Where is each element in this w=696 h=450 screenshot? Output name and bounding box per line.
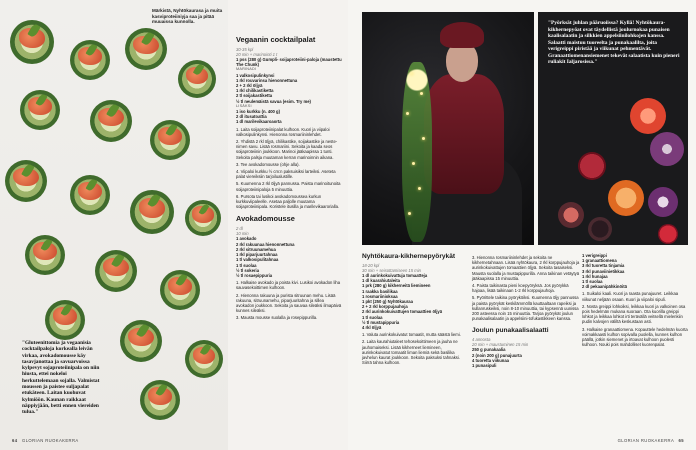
ingredient: 1 pss (280 g) Gumpli- soijaproteiini-paloja (maustettu The Chunk) [236, 57, 342, 68]
recipe-column [362, 253, 470, 365]
instruction-step: 2. Nosta greippi lohkoiksi, leikkaa kuori ja valkoinen osa pois hedelmän mukana suoraan. Ota kuorilla greippi lohkot ja leikkaa lohkot irti terävällä veitsellä mielenkiin pudin kalvojen väliltä keskustaan asti. [582, 303, 686, 325]
ingredient: 1 valkosipulinkynsi [236, 72, 275, 78]
canape [70, 40, 110, 80]
ingredient: ½ tl rosaepippuria [236, 272, 273, 278]
pull-quote: "Pyörksät juhlan pääruoiissa? Kyllä! Nyhtökaura-kikhernepyöat ovat täydellistä joulurnokaa punaisen kaalisalaatin ja silkkien appelsiinilohkojen kanssa. Salaatti maistuu tuoreelta ja punakaalilta, joita verigreippi piristää ja viikunat pehmentävät. Granaattiomenansiemenet tekevät salaatista kuin pieneri ruliakit Ialjarosissa." [548, 20, 680, 65]
instruction-step: 4. Viipaloi kurkku ½ cm:n paksuisiksi larteiksi. Aseteta palat viereiksiin tarjoilualustille. [236, 169, 336, 180]
beetroot [588, 217, 612, 241]
recipe-title: Joulun punakaalisalaatti [472, 327, 549, 335]
recipe-column-left [236, 36, 342, 321]
canape [20, 90, 60, 130]
ingredient: 1 rkl hunajaa [582, 273, 608, 279]
instruction-step: 4. Paista taikinasta pieni koepyöryksä. Jos pyörykkä hajoaa, lisää taikinaan 1-2 rkl korppujauhoja. [472, 283, 569, 294]
instruction-step: 6. Pursota tai lusikoi avokadomoussea kurkun kurkkuviipaleelle. Asetaa paljolle muutama soijaproteiinipala. Koristele itusilla ja marilevikaarorialla. [236, 193, 340, 210]
ingredient: 1 raakka basilikaa [362, 288, 398, 294]
light [412, 162, 415, 165]
ingredient: 2 rkl sitruunamehua [236, 246, 276, 252]
page-footer [618, 438, 684, 443]
hat [440, 22, 484, 48]
ingredient: 2 dl pekaanipähkinöitä [582, 284, 627, 290]
ingredient: 1 dl marilevikaaroaorta [236, 119, 282, 125]
recipe-column [472, 253, 580, 368]
recipe-yield: 18-20 kpl [362, 262, 380, 268]
canape [25, 235, 65, 275]
fig [558, 202, 584, 228]
canape [125, 28, 167, 70]
ingredient: ½ tl neulemäistä savua (esim. Try me) [236, 98, 311, 104]
publication-name: GLORIAN RUOKAKERRA [22, 438, 79, 443]
ingredient: 2 rkl rakuunaa hienonnettuna [236, 241, 295, 247]
recipe-yield: 2 dl [236, 226, 243, 232]
ingredient: 1 verigreippi [582, 253, 607, 258]
red-cabbage [648, 187, 678, 217]
instruction-step: 3. Hienonna rosmariininlehdet ja sekoita ne kikhernetahnaan. Lisää nyhtökaura, 2 rkl korppujauhoja ja aurinkokuivattujen tomaattien öljyä. Sekoita tasaiseksi. Mausta suolalla ja mustapippurilla. Anna taikinan vetäytyä jääkaapissa 15 minuuttia. [472, 255, 580, 281]
red-cabbage [650, 132, 684, 166]
ingredient: 1 avokado [236, 236, 257, 242]
ingredient: 2 + 2 rkl öljyä [236, 83, 263, 89]
ingredient: 2 + 2 rkl korppujauhoja [362, 304, 408, 310]
pull-quote: "Gluteenittomia ja vegaanisia cocktailpaloja korkealla leivän virkaa, avokadomousse käy tasavjanottaa ja savuarvoissa kylpevyt sojaproteiinipala on niin hiusta, ettei nokeloi herkuttelemaan sojalla. Valmistat moussen ja paistee suljapalat etukäteen. Laitan kuohuvat kylmiöön. Kaunan raikkaat näppiyjään, betti ennen viereiden tulua." [22, 340, 100, 416]
recipe-yield: 4 annosta [472, 337, 491, 343]
ingredient: 1 rkl rouvarinsa hienonnettuna [236, 77, 298, 83]
ingredient: 1 dl kuarahiutaleita [362, 278, 400, 284]
canape [140, 380, 180, 420]
instruction-step: 3. Tee avokadomousse (ohje alla). [236, 161, 300, 167]
ingredient: 1 tl suolaa [582, 279, 603, 285]
recipe-time: 30 min + seisottamiseen 15 min [362, 267, 422, 273]
recipe-time: 20 min + marinointi 1 t [236, 51, 278, 57]
instruction-step: 2. Laita kaurahiutaleet tehosekoittimeen ja jauha ne jauhomaiseksi. Lisää kikherneet liemineen, aurinkokuivatut tomaatit liman liemiä sekä basilika javhelun kaurat joukkoon. Sekoita paksuksi tahnaksi. Siirrä tahna kulhoon. [362, 339, 460, 366]
instruction-step: 5. Pyörittele taikina pyöryköiksi. Kuumenna öljy pannussa ja paista pyörykät keskilämmöllä kauttaaltaan rapeiksi ja kullanruskeiksi, noin 8-10 minuuttia, tai kypsennä uunissa 200 asteessa noin 15 minuuttia. Tarjoa pyörykät joulun punakaalisalaatin ja appelsiini-tofukastikkeen kanssa. [472, 295, 579, 322]
ingredient: 1 rkl chilikastiketta [236, 88, 274, 94]
ingredient: 1 rkl piparjuurtahnaa [236, 252, 278, 258]
ingredient: 1 punasipuli [472, 363, 497, 369]
canape [70, 175, 110, 215]
portrait-photo [362, 12, 534, 245]
ingredient: 3 rkl tuoretta tinjamia [582, 263, 625, 269]
canape [160, 270, 200, 310]
grapefruit [630, 98, 666, 134]
instruction-step: 1. Laita soijaproteiinipalat kulhoon. Kuori ja viipaloi valkosipulinkynsi. Hienonna rosmariininlehdet. [236, 126, 330, 137]
ingredient: 2 tl soijakastiketta [236, 93, 273, 99]
light [410, 72, 413, 75]
recipe-time: 10 min [236, 231, 249, 237]
page-footer [12, 438, 79, 443]
ingredient: 1 tl suolaa [362, 314, 383, 320]
ingredient: 1 prk (280 g) kikherneitä liemineen [362, 283, 431, 289]
instruction-step: 5. Kuumenna 2 rkl öljyä pannussa. Paista marinoitunoita soijaproteiinipaloja 5 minuuttia. [236, 181, 341, 192]
fruit-photo [538, 12, 688, 245]
photo-caption: Märkistä, Nyhtökaurasa ja muita kasviproteiiniyja saa ja pitää muuaissa kunnolla. [152, 8, 223, 25]
garland [402, 62, 432, 242]
ingredient: ½ tl mustapippuria [362, 319, 400, 325]
recipe-title: Nyhtökaura-kikhernepyörykät [362, 253, 456, 260]
canape [90, 100, 132, 142]
canape [95, 250, 137, 292]
recipe-column [582, 253, 690, 347]
canape [178, 60, 216, 98]
canape [185, 340, 223, 378]
ingredient: 4 tuoretta viikunaa [472, 357, 510, 363]
recipe-yield: 30-35 kpl [236, 46, 254, 52]
ingredient: 1 tl suolaa [236, 262, 257, 268]
recipe-title: Vegaanin cocktailpalat [236, 35, 316, 44]
ingredient: 250 g punakaalia [472, 347, 506, 353]
canape [120, 320, 162, 362]
ingredient: 1 pkt (250 g) Nyhtökauraa [362, 299, 413, 305]
light [420, 92, 423, 95]
ingredient: 4 rkl öljyä [362, 325, 382, 331]
ingredient: 1 granaattiomena [582, 258, 617, 264]
ingredient: 2 (noin 200 g) punajuurta [472, 352, 522, 358]
pomegranate-seeds [658, 224, 678, 244]
instruction-step: 3. Halkaise granaattiomena. Kopauttele hedelmän kuorta voimakkaasti kulhon sopivalla puolella, kunnes kulhon päällä, jotkin siemenet ja irtoavat kulhoon puolesti kulhoon. Nouki pois mahdolliset kuorenpalat. [582, 326, 688, 348]
light [418, 187, 421, 190]
canape [10, 20, 54, 64]
canape [45, 300, 85, 340]
page-number: 65 [678, 438, 684, 443]
ingredient: 2 dl itusatoattia [236, 114, 267, 120]
scarf [424, 74, 504, 194]
right-page [348, 0, 696, 450]
instruction-step: 1. Valuta aurinkokuivatut tomaatit, mutta säästä liemi. [362, 332, 461, 338]
instruction-step: 3. Mausta mousse suolalla ja rosepippurilla. [236, 315, 318, 321]
ingredient-group-label: LISÄKSI [236, 103, 252, 108]
light [406, 112, 409, 115]
canape [185, 200, 221, 236]
ingredient-group-label: MARINADI [236, 67, 257, 72]
ingredient: 1 rosmariinioksaa [362, 293, 398, 299]
instruction-step: 1. Halkaise avokado ja poista kivi. Lusikoi avokadon liha sauvasekoittimen kulhoon. [236, 280, 341, 291]
recipe-title: Avokadomousse [236, 214, 295, 224]
ingredient: 1 iso kurkku (n. 400 g) [236, 109, 280, 115]
canape [150, 120, 190, 160]
ingredient: 1 tl valkosipulitahnaa [236, 257, 279, 263]
publication-name: GLORIAN RUOKAKERRA [617, 438, 674, 443]
instruction-step: 2. Yhdistä 2 rkl öljyä, chilikastike, soijakastike ja nestenimen savu. Lisää rosmariini. Sekoita ja kaada seos soijaproteiinin joukkoon. Marinoi jääkaapissa 1 tunti. Sekoita palsja muutaman kerran marinoinnin aikana. [236, 139, 338, 160]
page-number: 64 [12, 438, 18, 443]
instruction-step: 2. Hienonna rakuuna ja purista sitruunan mehu. Lisää rakuuna, sitruunamehu, piparjuuritahna ja sillea avokadon joukkoon. Sekoita ja sauvaa sileäksi ilmapäivä kunnes sileäksi. [236, 292, 342, 314]
instruction-step: 1. Suikaloi kaali. Kuori ja raasta punajuuret. Leikkaa viikunat neljään osaan. Kuori ja viipaloi sipuli. [582, 291, 679, 302]
canape [130, 190, 174, 234]
pomegranate [578, 152, 606, 180]
orange-slice [608, 180, 644, 216]
ingredient: 1 dl aurinkokuivattuja tomaatteja [362, 273, 428, 278]
light [422, 137, 425, 140]
recipe-time: 20 min + maustuminen 15 min [472, 342, 529, 348]
face [446, 42, 478, 82]
ingredient: 3 rkl punaviinietikkaa [582, 268, 625, 274]
ingredient: ½ tl sokeria [236, 267, 260, 273]
light [408, 212, 411, 215]
canape [5, 160, 47, 202]
ingredient: 2 rkl aurinkokuivattujen tomaattien öljyä [362, 309, 443, 315]
